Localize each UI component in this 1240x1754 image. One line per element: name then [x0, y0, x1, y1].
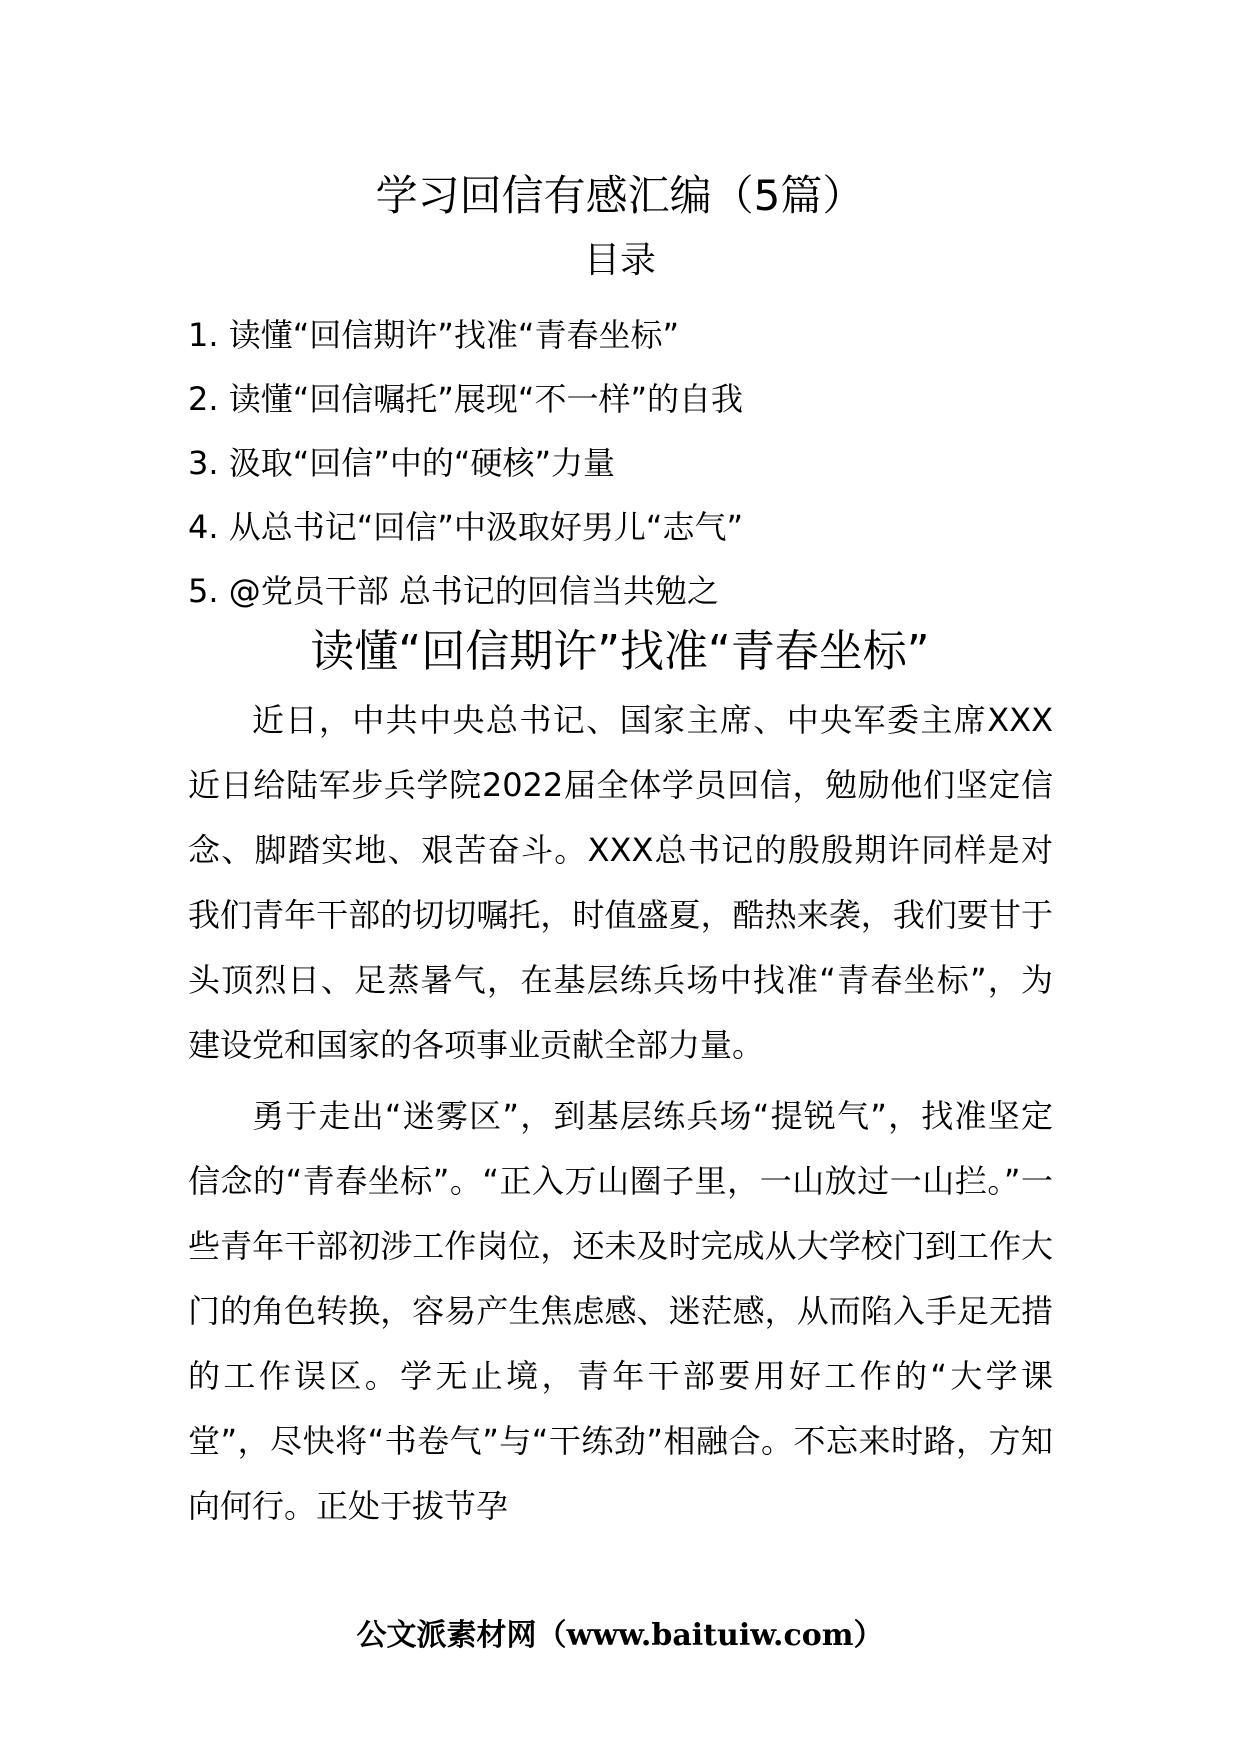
toc-item: 3. 汲取“回信”中的“硬核”力量: [188, 444, 616, 482]
body-paragraph: 近日，中共中央总书记、国家主席、中央军委主席XXX近日给陆军步兵学院2022届全体学员回信，勉励他们坚定信念、脚踏实地、艰苦奋斗。XXX总书记的殷殷期许同样是对我们青年干部的切切嘱托，时值盛夏，酷热来袭，我们要甘于头顶烈日、足蒸暑气，在基层练兵场中找准“青春坐标”，为建设党和国家的各项事业贡献全部力量。: [188, 701, 1053, 1064]
footer-source: 公文派素材网（www.baituiw.com）: [356, 1618, 884, 1653]
document-title: 学习回信有感汇编（5篇）: [375, 171, 865, 220]
body-paragraph: 勇于走出“迷雾区”，到基层练兵场“提锐气”，找准坚定信念的“青春坐标”。“正入万山圈子里，一山放过一山拦。”一些青年干部初涉工作岗位，还未及时完成从大学校门到工作大门的角色转换，容易产生焦虑感、迷茫感，从而陷入手足无措的工作误区。学无止境，青年干部要用好工作的“大学课堂”，尽快将“书卷气”与“干练劲”相融合。不忘来时路，方知向何行。正处于拔节孕: [188, 1097, 1053, 1525]
toc-item: 5. @党员干部 总书记的回信当共勉之: [188, 572, 719, 610]
article-title: 读懂“回信期许”找准“青春坐标”: [310, 626, 930, 677]
toc-item: 4. 从总书记“回信”中汲取好男儿“志气”: [188, 508, 744, 546]
toc-heading: 目录: [583, 240, 656, 281]
toc-item: 1. 读懂“回信期许”找准“青春坐标”: [188, 316, 680, 354]
article-body: [188, 688, 1053, 1539]
table-of-contents: [188, 303, 743, 623]
toc-item: 2. 读懂“回信嘱托”展现“不一样”的自我: [188, 380, 744, 418]
